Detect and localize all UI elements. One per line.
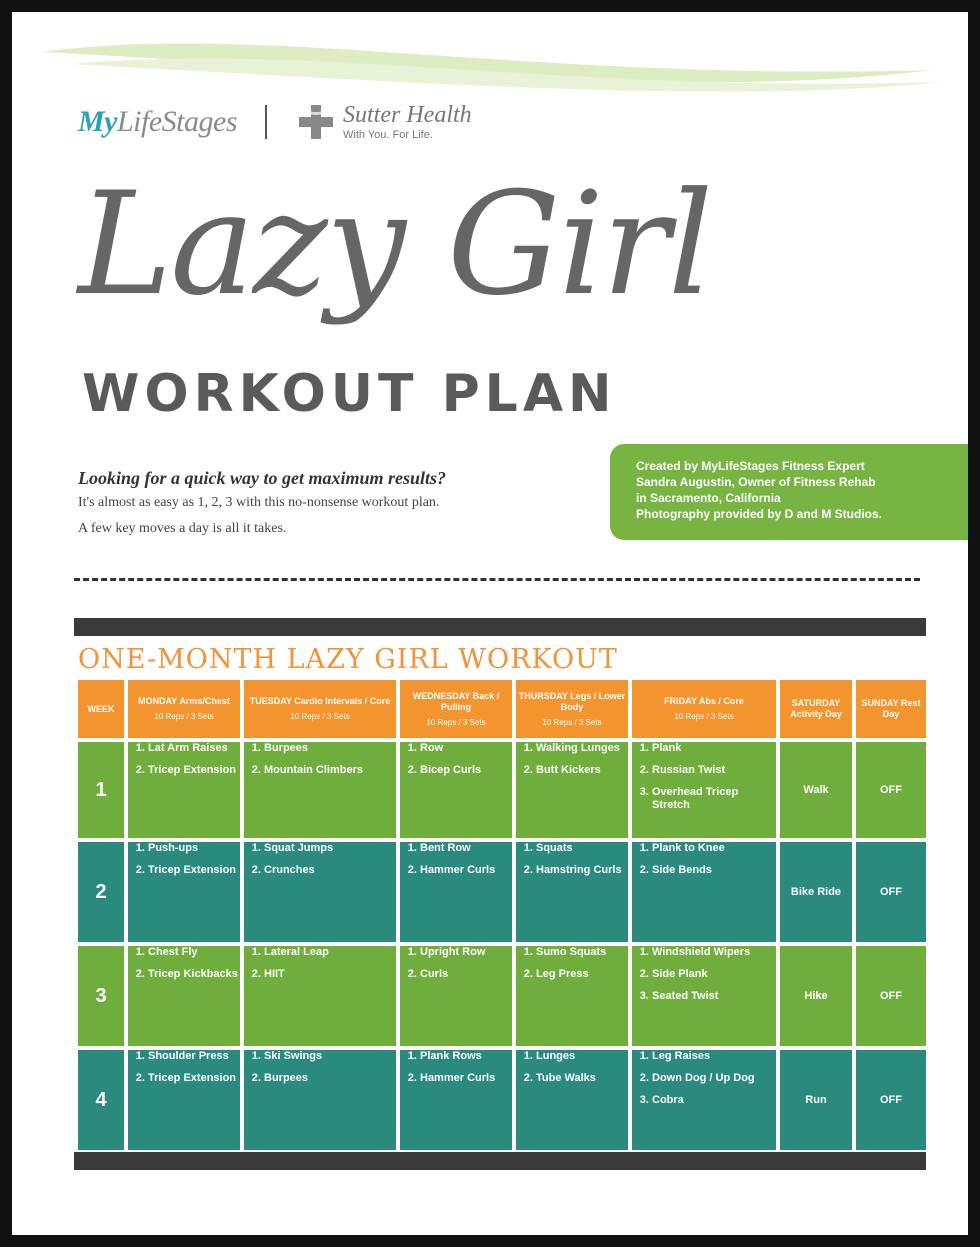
cell-wednesday: 1. Plank Rows 2. Hammer Curls xyxy=(398,1048,514,1152)
cell-saturday: Bike Ride xyxy=(778,840,854,944)
header-wednesday: WEDNESDAY Back / Pulling 10 Reps / 3 Sets xyxy=(398,678,514,740)
cell-thursday: 1. Lunges 2. Tube Walks xyxy=(514,1048,630,1152)
table-bottom-bar xyxy=(74,1152,926,1170)
table-row xyxy=(76,840,928,944)
intro-line-2: A few key moves a day is all it takes. xyxy=(78,521,287,536)
title-lazy-girl: Lazy Girl xyxy=(78,162,712,327)
table-title: ONE-MONTH LAZY GIRL WORKOUT xyxy=(78,644,618,675)
cell-monday: 1. Lat Arm Raises 2. Tricep Extension xyxy=(126,740,242,840)
table-top-bar xyxy=(74,618,926,636)
mylifestages-logo-rest: LifeStages xyxy=(117,105,237,138)
week-number: 4 xyxy=(76,1048,126,1152)
cell-wednesday: 1. Bent Row 2. Hammer Curls xyxy=(398,840,514,944)
week-number: 3 xyxy=(76,944,126,1048)
header-tuesday: TUESDAY Cardio Intervals / Core 10 Reps / 3 Sets xyxy=(242,678,398,740)
table-header-row xyxy=(76,678,928,740)
cell-tuesday: 1. Burpees 2. Mountain Climbers xyxy=(242,740,398,840)
sutter-health-tagline: With You. For Life. xyxy=(343,129,433,141)
cell-monday: 1. Chest Fly 2. Tricep Kickbacks xyxy=(126,944,242,1048)
header-friday: FRIDAY Abs / Core 10 Reps / 3 Sets xyxy=(630,678,778,740)
header-saturday: SATURDAY Activity Day xyxy=(778,678,854,740)
logo-row xyxy=(78,98,472,146)
week-number: 2 xyxy=(76,840,126,944)
cell-friday: 1. Windshield Wipers 2. Side Plank 3. Seated Twist xyxy=(630,944,778,1048)
credit-box xyxy=(610,444,968,540)
cell-thursday: 1. Walking Lunges 2. Butt Kickers xyxy=(514,740,630,840)
table-row xyxy=(76,740,928,840)
sutter-health-mark-icon xyxy=(295,101,337,143)
mylifestages-logo xyxy=(78,105,237,139)
header-sunday: SUNDAY Rest Day xyxy=(854,678,928,740)
week-number: 1 xyxy=(76,740,126,840)
dashed-divider xyxy=(74,578,920,581)
intro-heading: Looking for a quick way to get maximum results? xyxy=(78,468,447,488)
cell-saturday: Hike xyxy=(778,944,854,1048)
intro-text xyxy=(78,468,598,537)
cell-wednesday: 1. Upright Row 2. Curls xyxy=(398,944,514,1048)
cell-wednesday: 1. Row 2. Bicep Curls xyxy=(398,740,514,840)
sutter-health-logo xyxy=(295,101,472,143)
cell-sunday: OFF xyxy=(854,840,928,944)
credit-line-4: Photography provided by D and M Studios. xyxy=(636,507,883,521)
cell-sunday: OFF xyxy=(854,740,928,840)
sutter-health-name: Sutter Health xyxy=(343,102,472,128)
intro-line-1: It's almost as easy as 1, 2, 3 with this no-nonsense workout plan. xyxy=(78,495,440,510)
page xyxy=(12,12,968,1235)
header-week: WEEK xyxy=(76,678,126,740)
cell-friday: 1. Plank to Knee 2. Side Bends xyxy=(630,840,778,944)
cell-tuesday: 1. Lateral Leap 2. HIIT xyxy=(242,944,398,1048)
cell-thursday: 1. Squats 2. Hamstring Curls xyxy=(514,840,630,944)
credit-line-2: Sandra Augustin, Owner of Fitness Rehab xyxy=(636,475,876,489)
cell-sunday: OFF xyxy=(854,944,928,1048)
cell-saturday: Run xyxy=(778,1048,854,1152)
header-monday: MONDAY Arms/Chest 10 Reps / 3 Sets xyxy=(126,678,242,740)
header-thursday: THURSDAY Legs / Lower Body 10 Reps / 3 Sets xyxy=(514,678,630,740)
cell-saturday: Walk xyxy=(778,740,854,840)
credit-line-1: Created by MyLifeStages Fitness Expert xyxy=(636,459,865,473)
cell-tuesday: 1. Squat Jumps 2. Crunches xyxy=(242,840,398,944)
cell-monday: 1. Shoulder Press 2. Tricep Extension xyxy=(126,1048,242,1152)
cell-thursday: 1. Sumo Squats 2. Leg Press xyxy=(514,944,630,1048)
cell-sunday: OFF xyxy=(854,1048,928,1152)
cell-friday: 1. Leg Raises 2. Down Dog / Up Dog 3. Cobra xyxy=(630,1048,778,1152)
credit-line-3: in Sacramento, California xyxy=(636,491,781,505)
workout-table xyxy=(74,676,930,1154)
table-row xyxy=(76,944,928,1048)
cell-tuesday: 1. Ski Swings 2. Burpees xyxy=(242,1048,398,1152)
mylifestages-logo-my: My xyxy=(78,105,117,138)
title-workout-plan: WORKOUT PLAN xyxy=(82,364,617,424)
table-row xyxy=(76,1048,928,1152)
cell-monday: 1. Push-ups 2. Tricep Extension xyxy=(126,840,242,944)
logo-divider xyxy=(265,105,267,139)
cell-friday: 1. Plank 2. Russian Twist 3. Overhead Tricep Stretch xyxy=(630,740,778,840)
